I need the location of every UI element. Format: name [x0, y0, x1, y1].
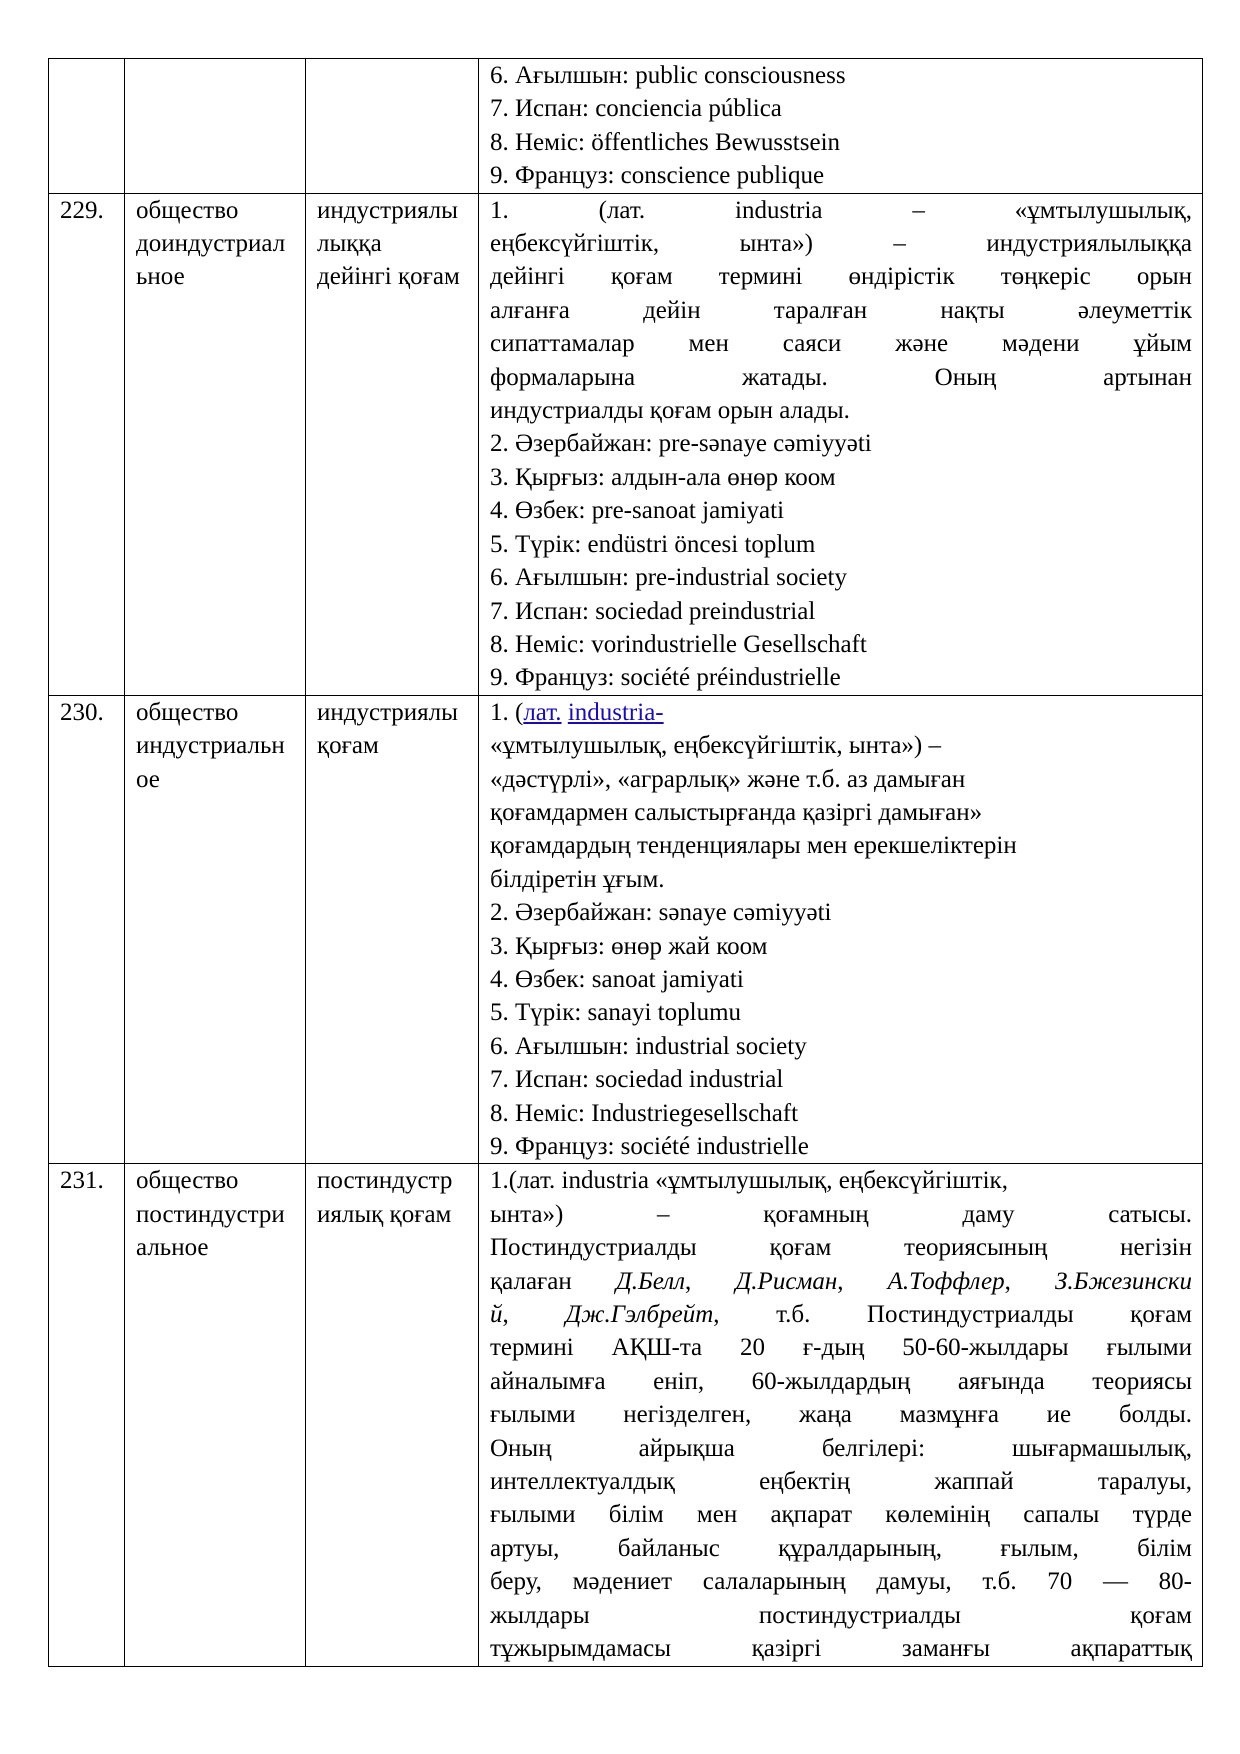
scholar-name: Дж.Гэлбрейт: [565, 1301, 714, 1329]
separator: ,: [837, 1267, 888, 1295]
definition-line: ынта») – қоғамның даму сатысы.: [490, 1200, 1192, 1228]
latin-link[interactable]: лат.: [523, 698, 562, 726]
translation-line: 2. Әзербайжан: pre-sənaye cəmiyyəti: [490, 430, 872, 458]
scholar-name: З.Бжезински: [1055, 1267, 1193, 1295]
definition-line: тұжырымдамасы қазіргі заманғы ақпараттық: [490, 1635, 1192, 1663]
translation-line: 8. Неміс: vorindustrielle Gesellschaft: [490, 630, 867, 658]
table-row: [49, 193, 1203, 695]
definition-line: қоғамдардың тенденциялары мен ерекшеліктерін: [490, 832, 1017, 860]
translation-line: 6. Ағылшын: public consciousness: [490, 62, 846, 89]
translation-line: 7. Испан: sociedad preindustrial: [490, 597, 816, 625]
translation-line: 8. Неміс: Industriegesellschaft: [490, 1099, 799, 1127]
kazakh-term-line: дейінгі қоғам: [317, 263, 460, 291]
definition-line: қоғамдармен салыстырғанда қазіргі дамыған»: [490, 798, 983, 826]
scholar-name: А.Тоффлер: [887, 1267, 1005, 1295]
glossary-table: [48, 58, 1203, 1667]
kazakh-term: [306, 1164, 479, 1666]
russian-term-line: доиндустриал: [136, 230, 286, 258]
separator: ,: [1004, 1267, 1055, 1295]
industria-link[interactable]: industria-: [567, 698, 664, 726]
table-row: [49, 695, 1203, 1164]
translation-line: 5. Түрік: endüstri öncesi toplum: [490, 530, 816, 558]
translation-line: 9. Француз: société préindustrielle: [490, 664, 841, 692]
definition-line: [490, 696, 1192, 729]
definition-line: білдіретін ұғым.: [490, 865, 665, 893]
definition-line: «ұмтылушылық, еңбексүйгіштік, ынта») –: [490, 732, 941, 760]
definition-cell: [479, 1164, 1203, 1666]
term-number: 229.: [49, 193, 125, 695]
definition-line: 1.(лат. industria «ұмтылушылық, еңбексүйгіштік,: [490, 1167, 1008, 1195]
separator: ,: [502, 1301, 566, 1329]
russian-term-line: ьное: [136, 263, 185, 291]
russian-term: [125, 695, 306, 1164]
kazakh-term: [306, 59, 479, 194]
scholar-name: Д.Белл: [615, 1267, 686, 1295]
scholar-name: Д.Рисман: [735, 1267, 838, 1295]
translation-line: 3. Қырғыз: алдын-ала өнөр коом: [490, 463, 836, 491]
glossary-page: [48, 58, 1202, 1667]
definition-line: [490, 1265, 1192, 1298]
definition-text: қалаған: [490, 1267, 616, 1295]
translation-line: 4. Өзбек: sanoat jamiyati: [490, 965, 744, 993]
scholar-name: й: [490, 1301, 503, 1329]
russian-term-line: общество: [136, 1167, 239, 1195]
definition-text: , т.б. Постиндустриалды қоғам: [713, 1301, 1192, 1329]
definition-line: артуы, байланыс құралдарының, ғылым, білім: [490, 1534, 1192, 1562]
kazakh-term-line: индустриялы: [317, 196, 458, 224]
translation-line: 7. Испан: sociedad industrial: [490, 1066, 784, 1094]
definition-line: индустриалды қоғам орын алады.: [490, 397, 850, 425]
separator: ,: [685, 1267, 736, 1295]
russian-term: [125, 59, 306, 194]
term-number: 231.: [49, 1164, 125, 1666]
definition-line: формаларына жатады. Оның артынан: [490, 363, 1192, 391]
translation-line: 4. Өзбек: pre-sanoat jamiyati: [490, 497, 785, 525]
kazakh-term-line: постиндустр: [317, 1167, 453, 1195]
russian-term-line: постиндустри: [136, 1200, 285, 1228]
definition-line: термині АҚШ-та 20 ғ-дың 50-60-жылдары ғылыми: [490, 1334, 1192, 1362]
definition-prefix: 1. (: [490, 698, 524, 726]
definition-line: Оның айрықша белгілері: шығармашылық,: [490, 1434, 1192, 1462]
definition-line: ғылыми негізделген, жаңа мазмұнға ие болды.: [490, 1401, 1192, 1429]
definition-cell: [479, 695, 1203, 1164]
translation-line: 5. Түрік: sanayi toplumu: [490, 999, 742, 1027]
translation-line: 6. Ағылшын: industrial society: [490, 1032, 807, 1060]
table-row: [49, 59, 1203, 194]
kazakh-term: [306, 193, 479, 695]
kazakh-term-line: индустриялы: [317, 698, 458, 726]
definition-cell: [479, 59, 1203, 194]
kazakh-term-line: қоғам: [317, 732, 379, 760]
translation-line: 8. Неміс: öffentliches Bewusstsein: [490, 128, 841, 156]
definition-line: [490, 1298, 1192, 1331]
translation-line: 6. Ағылшын: pre-industrial society: [490, 564, 847, 592]
definition-line: дейінгі қоғам термині өндірістік төңкеріс орын: [490, 263, 1192, 291]
table-row: [49, 1164, 1203, 1666]
russian-term: [125, 193, 306, 695]
definition-line: алғанға дейін таралған нақты әлеуметтік: [490, 296, 1192, 324]
kazakh-term-line: лыққа: [317, 230, 382, 258]
definition-cell: [479, 193, 1203, 695]
definition-line: жылдары постиндустриалды қоғам: [490, 1601, 1192, 1629]
kazakh-term: [306, 695, 479, 1164]
translation-line: 2. Әзербайжан: sənaye cəmiyyəti: [490, 899, 832, 927]
definition-line: беру, мәдениет салаларының дамуы, т.б. 70 — 80-: [490, 1568, 1192, 1596]
definition-line: Постиндустриалды қоғам теориясының негізін: [490, 1234, 1192, 1262]
russian-term-line: ое: [136, 765, 160, 793]
definition-line: айналымға еніп, 60-жылдардың аяғында теориясы: [490, 1367, 1192, 1395]
definition-line: еңбексүйгіштік, ынта») – индустриялылыққа: [490, 230, 1192, 258]
translation-line: 9. Француз: société industrielle: [490, 1133, 809, 1160]
translation-line: 7. Испан: conciencia pública: [490, 95, 782, 123]
russian-term-line: индустриальн: [136, 732, 285, 760]
definition-line: интеллектуалдық еңбектің жаппай таралуы,: [490, 1468, 1192, 1496]
definition-line: ғылыми білім мен ақпарат көлемінің сапалы түрде: [490, 1501, 1192, 1529]
translation-line: 3. Қырғыз: өнөр жай коом: [490, 932, 768, 960]
term-number: [49, 59, 125, 194]
russian-term-line: общество: [136, 196, 239, 224]
kazakh-term-line: иялық қоғам: [317, 1200, 452, 1228]
definition-line: «дәстүрлі», «аграрлық» және т.б. аз дамыған: [490, 765, 966, 793]
definition-line: сипаттамалар мен саяси және мәдени ұйым: [490, 330, 1192, 358]
russian-term: [125, 1164, 306, 1666]
russian-term-line: альное: [136, 1234, 209, 1262]
definition-line: 1. (лат. industria – «ұмтылушылық,: [490, 196, 1192, 224]
russian-term-line: общество: [136, 698, 239, 726]
term-number: 230.: [49, 695, 125, 1164]
translation-line: 9. Француз: conscience publique: [490, 162, 825, 190]
